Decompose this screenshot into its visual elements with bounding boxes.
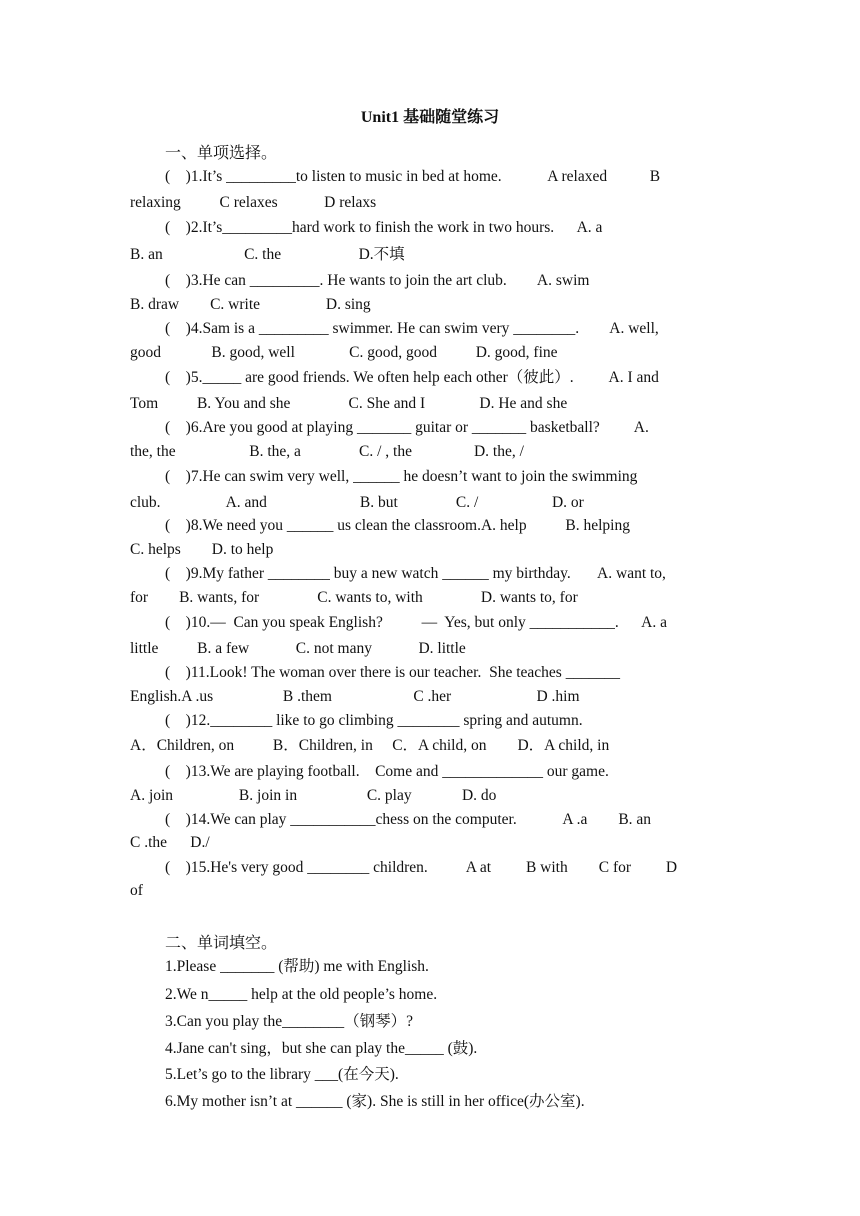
question-line: Tom B. You and she C. She and I D. He and she [130, 395, 568, 412]
question-line: ( )1.It’s _________to listen to music in bed at home. A relaxed B [165, 168, 661, 185]
question-line: ( )14.We can play ___________chess on the computer. A .a B. an [165, 811, 652, 828]
question-line: for B. wants, for C. wants to, with D. wants to, for [130, 589, 578, 606]
question-line: ( )10.— Can you speak English? — Yes, but only ___________. A. a [165, 614, 668, 631]
question-line: English.A .us B .them C .her D .him [130, 688, 580, 705]
question-line: C .the D./ [130, 834, 210, 851]
question-line: ( )6.Are you good at playing _______ guitar or _______ basketball? A. [165, 419, 649, 436]
fill-line: 4.Jane can't sing，but she can play the_____ (鼓). [165, 1040, 478, 1057]
question-line: B. an C. the D.不填 [130, 246, 405, 263]
question-line: ( )13.We are playing football. Come and _____________ our game. [165, 763, 609, 780]
question-line: A. join B. join in C. play D. do [130, 787, 497, 804]
question-line: ( )11.Look! The woman over there is our teacher. She teaches _______ [165, 664, 620, 681]
question-line: C. helps D. to help [130, 541, 274, 558]
question-line: little B. a few C. not many D. little [130, 640, 466, 657]
question-line: of [130, 882, 143, 899]
question-line: A．Children, on B．Children, in C．A child, on D．A child, in [130, 737, 610, 754]
question-line: ( )5._____ are good friends. We often help each other（彼此）. A. I and [165, 369, 659, 386]
question-line: B. draw C. write D. sing [130, 296, 371, 313]
question-line: ( )7.He can swim very well, ______ he doesn’t want to join the swimming [165, 468, 638, 485]
section-heading-1: 一、单项选择。 [165, 145, 278, 162]
question-line: ( )8.We need you ______ us clean the classroom.A. help B. helping [165, 517, 630, 534]
fill-line: 3.Can you play the________（钢琴）? [165, 1013, 413, 1030]
question-line: good B. good, well C. good, good D. good, fine [130, 344, 558, 361]
fill-line: 6.My mother isn’t at ______ (家). She is still in her office(办公室). [165, 1093, 585, 1110]
question-line: ( )4.Sam is a _________ swimmer. He can swim very ________. A. well, [165, 320, 659, 337]
question-line: relaxing C relaxes D relaxs [130, 194, 377, 211]
fill-line: 1.Please _______ (帮助) me with English. [165, 958, 429, 975]
fill-line: 2.We n_____ help at the old people’s home. [165, 986, 438, 1003]
page-title: Unit1 基础随堂练习 [360, 109, 500, 126]
question-line: ( )9.My father ________ buy a new watch ______ my birthday. A. want to, [165, 565, 666, 582]
question-line: ( )2.It’s_________hard work to finish the work in two hours. A. a [165, 219, 603, 236]
fill-line: 5.Let’s go to the library ___(在今天). [165, 1066, 399, 1083]
question-line: ( )3.He can _________. He wants to join the art club. A. swim [165, 272, 590, 289]
question-line: the, the B. the, a C. / , the D. the, / [130, 443, 524, 460]
question-line: ( )12.________ like to go climbing ________ spring and autumn. [165, 712, 583, 729]
section-heading-2: 二、单词填空。 [165, 935, 278, 952]
question-line: ( )15.He's very good ________ children. A at B with C for D [165, 859, 678, 876]
question-line: club. A. and B. but C. / D. or [130, 494, 584, 511]
